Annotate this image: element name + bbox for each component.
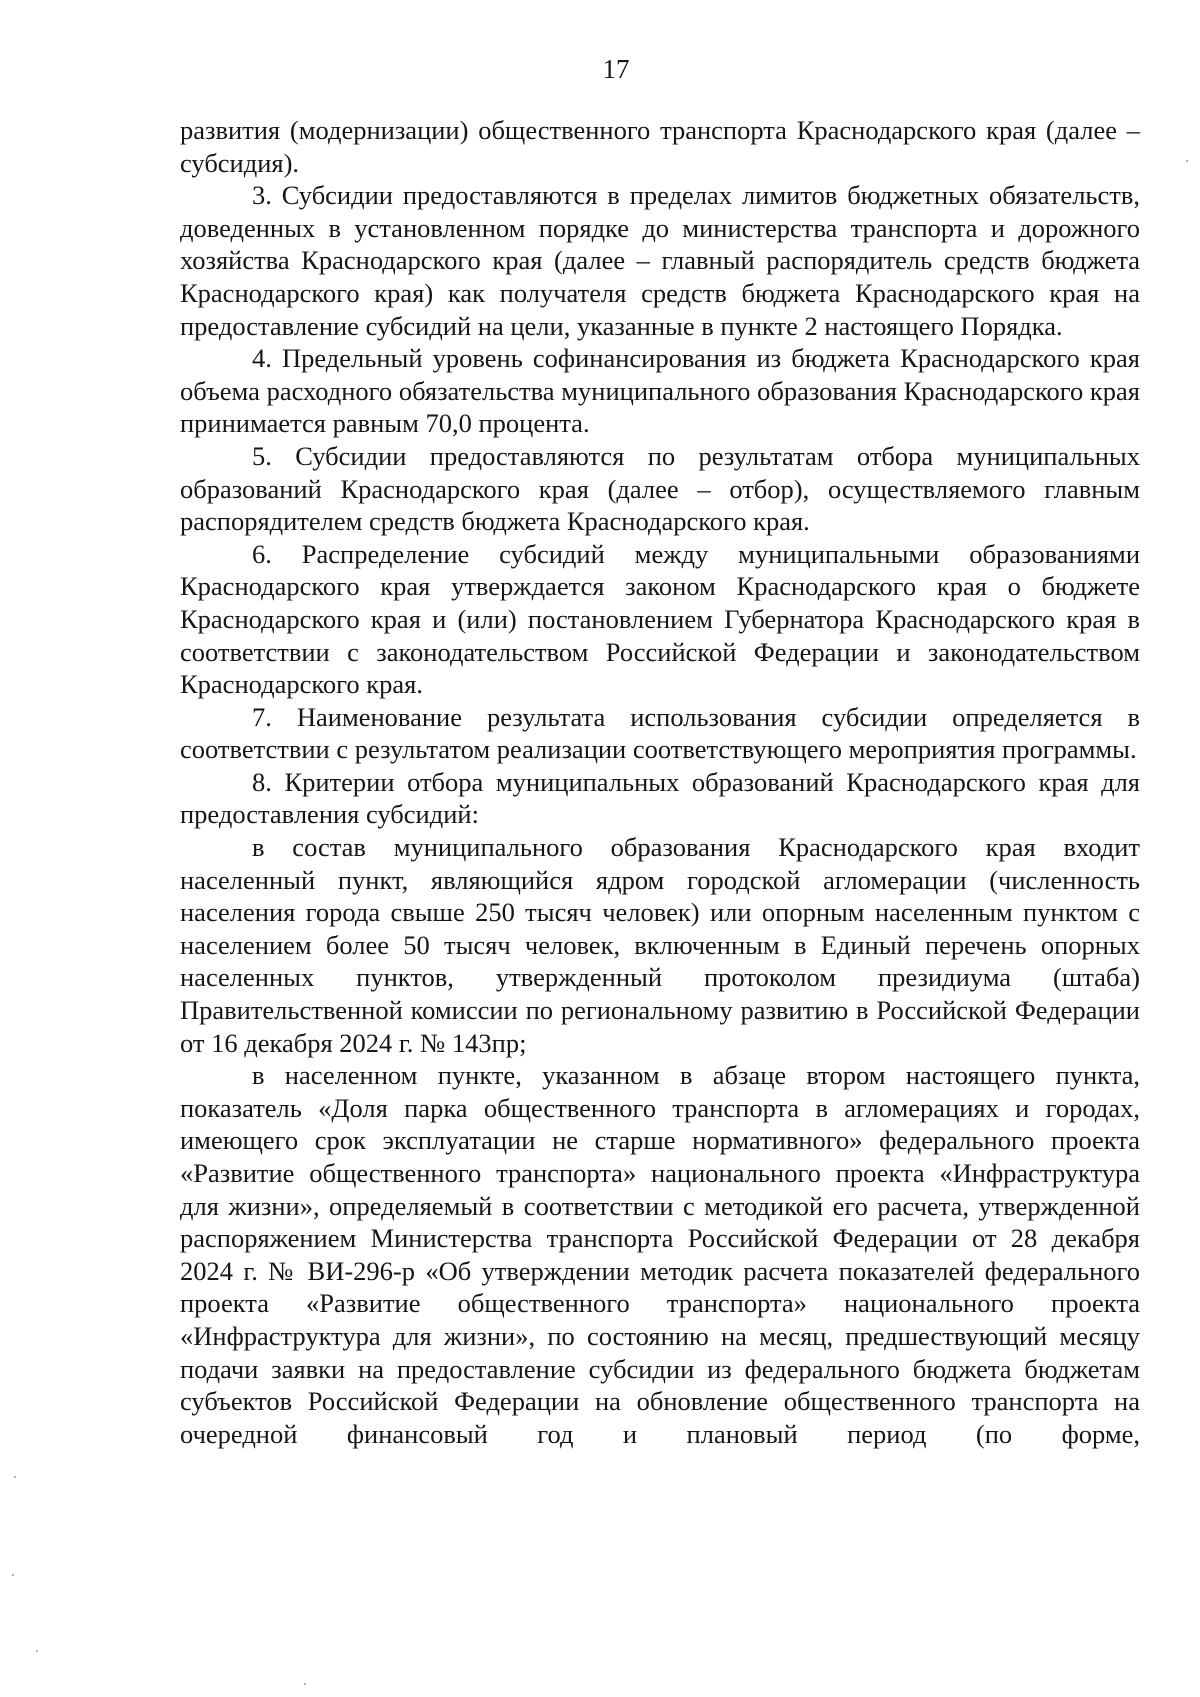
scan-speck bbox=[36, 1650, 38, 1652]
paragraph-item-5: 5. Субсидии предоставляются по результатам отбора муниципальных образований Краснодарского края (далее – отбор), осуществляемого главным распорядителем средств бюджета Краснодарского края. bbox=[180, 440, 1140, 537]
scan-speck bbox=[304, 1683, 306, 1685]
paragraph-criterion-1: в состав муниципального образования Краснодарского края входит населенный пункт, являющийся ядром городской агломерации (численность населения города свыше 250 тысяч человек) или опорным населенным пунктом с населением более 50 тысяч человек, включенным в Единый перечень опорных населенных пунктов, утвержденный протоколом президиума (штаба) Правительственной комиссии по региональному развитию в Российской Федерации от 16 декабря 2024 г. № 143пр; bbox=[180, 832, 1140, 1058]
paragraph-continuation: развития (модернизации) общественного транспорта Краснодарского края (далее – субсидия). bbox=[180, 115, 1140, 178]
scan-speck bbox=[12, 1574, 14, 1576]
scan-speck bbox=[1186, 160, 1188, 162]
paragraph-item-4: 4. Предельный уровень софинансирования из бюджета Краснодарского края объема расходного обязательства муниципального образования Краснодарского края принимается равным 70,0 процента. bbox=[180, 343, 1140, 439]
document-body bbox=[180, 114, 1140, 1450]
paragraph-item-8: 8. Критерии отбора муниципальных образований Краснодарского края для предоставления субсидий: bbox=[180, 766, 1140, 830]
paragraph-item-3: 3. Субсидии предоставляются в пределах лимитов бюджетных обязательств, доведенных в установленном порядке до министерства транспорта и дорожного хозяйства Краснодарского края (далее – главный распорядитель средств бюджета Краснодарского края) как получателя средств бюджета Краснодарского края на предоставление субсидий на цели, указанные в пункте 2 настоящего Порядка. bbox=[180, 180, 1140, 341]
paragraph-item-7: 7. Наименование результата использования субсидии определяется в соответствии с результатом реализации соответствующего мероприятия программы. bbox=[180, 701, 1140, 765]
page-number: 17 bbox=[602, 54, 630, 84]
scan-speck bbox=[14, 1476, 16, 1478]
paragraph-item-6: 6. Распределение субсидий между муниципальными образованиями Краснодарского края утверждается законом Краснодарского края о бюджете Краснодарского края и (или) постановлением Губернатора Краснодарского края в соответствии с законодательством Российской Федерации и законодательством Краснодарского края. bbox=[180, 538, 1140, 700]
paragraph-criterion-2: в населенном пункте, указанном в абзаце втором настоящего пункта, показатель «Доля парка общественного транспорта в агломерациях и городах, имеющего срок эксплуатации не старше нормативного» федерального проекта «Развитие общественного транспорта» национального проекта «Инфраструктура для жизни», определяемый в соответствии с методикой его расчета, утвержденной распоряжением Министерства транспорта Российской Федерации от 28 декабря 2024 г. № ВИ-296-р «Об утверждении методик расчета показателей федерального проекта «Развитие общественного транспорта» национального проекта «Инфраструктура для жизни», по состоянию на месяц, предшествующий месяцу подачи заявки на предоставление субсидии из федерального бюджета бюджетам субъектов Российской Федерации на обновление общественного транспорта на очередной финансовый год и плановый период (по форме, bbox=[180, 1060, 1140, 1449]
